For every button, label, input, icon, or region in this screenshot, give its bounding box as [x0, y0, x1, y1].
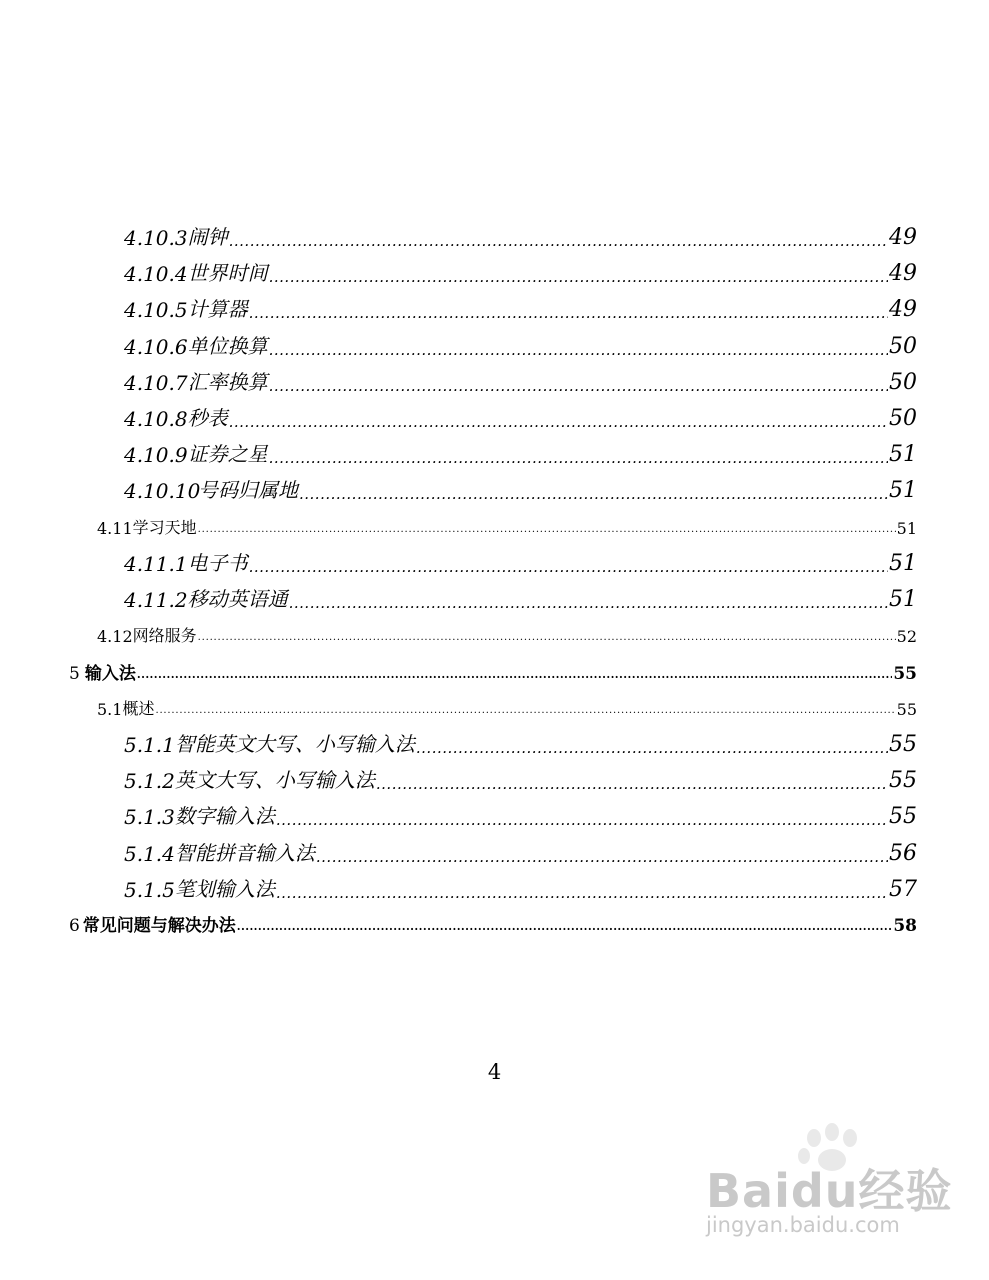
toc-number: 5.1.2 — [124, 769, 175, 793]
toc-title: 数字输入法 — [174, 804, 275, 828]
toc-title: 常见问题与解决办法 — [82, 916, 236, 936]
toc-title: 闹钟 — [187, 225, 228, 249]
dot-leader — [249, 304, 888, 322]
toc-page: 55 — [889, 768, 917, 793]
toc-entry — [124, 405, 917, 431]
toc-number: 4.11.2 — [124, 588, 188, 612]
toc-number: 5.1 — [97, 700, 123, 719]
toc-page: 49 — [889, 225, 917, 250]
toc-entry — [69, 912, 917, 936]
toc-title: 单位换算 — [187, 334, 268, 358]
toc-entry — [124, 333, 917, 359]
toc-entry — [124, 441, 917, 467]
dot-leader — [229, 413, 888, 431]
toc-number: 4.10.3 — [124, 226, 188, 250]
toc-number: 5.1.1 — [124, 733, 175, 757]
toc-entry — [124, 731, 917, 757]
page-number: 4 — [487, 1060, 502, 1084]
dot-leader — [198, 524, 896, 535]
toc-number: 5.1.5 — [124, 878, 175, 902]
toc-entry — [124, 876, 917, 902]
toc-entry — [124, 260, 917, 286]
toc-page: 50 — [889, 370, 917, 395]
toc-title: 秒表 — [187, 406, 228, 430]
toc-title: 输入法 — [84, 664, 136, 684]
toc-title: 证券之星 — [187, 442, 268, 466]
toc-entry — [69, 660, 917, 684]
toc-page: 51 — [889, 587, 917, 612]
dot-leader — [269, 268, 888, 286]
dot-leader — [376, 775, 888, 793]
toc-title: 学习天地 — [132, 518, 197, 537]
toc-page: 50 — [889, 334, 917, 359]
toc-entry — [124, 586, 917, 612]
toc-entry — [124, 296, 917, 322]
toc-page: 52 — [896, 627, 917, 646]
toc-page: 56 — [889, 841, 917, 866]
dot-leader — [237, 920, 893, 933]
toc-title: 概述 — [122, 699, 155, 718]
dot-leader — [289, 594, 888, 612]
toc-page: 57 — [889, 877, 917, 902]
toc-number: 4.10.7 — [124, 371, 188, 395]
dot-leader — [155, 705, 895, 716]
toc-entry — [124, 550, 917, 576]
toc-title: 智能英文大写、小写输入法 — [174, 732, 415, 756]
toc-page: 50 — [889, 406, 917, 431]
toc-page: 55 — [889, 732, 917, 757]
toc-page: 55 — [896, 700, 917, 719]
toc-entry — [97, 516, 917, 538]
dot-leader — [249, 558, 888, 576]
toc-title: 智能拼音输入法 — [174, 841, 315, 865]
toc-number: 4.11.1 — [124, 552, 188, 576]
dot-leader — [276, 811, 888, 829]
dot-leader — [276, 884, 888, 902]
toc-page: 55 — [889, 804, 917, 829]
toc-entry — [97, 697, 917, 719]
toc-title: 汇率换算 — [187, 370, 268, 394]
toc-page: 51 — [896, 519, 917, 538]
toc-entry — [97, 624, 917, 646]
toc-page: 49 — [889, 297, 917, 322]
dot-leader — [416, 739, 888, 757]
toc-number: 4.10.10 — [124, 479, 201, 503]
toc-entry — [124, 803, 917, 829]
dot-leader — [269, 341, 888, 359]
toc-entry — [124, 767, 917, 793]
toc-title: 移动英语通 — [187, 587, 288, 611]
toc-number: 5 — [69, 664, 80, 684]
toc-page: 51 — [889, 478, 917, 503]
dot-leader — [137, 668, 892, 681]
toc-number: 4.12 — [97, 627, 133, 646]
toc-title: 笔划输入法 — [174, 877, 275, 901]
toc-title: 英文大写、小写输入法 — [174, 768, 375, 792]
toc-number: 4.10.9 — [124, 443, 188, 467]
toc-number: 4.10.5 — [124, 298, 188, 322]
toc-number: 4.10.8 — [124, 407, 188, 431]
toc-number: 5.1.3 — [124, 805, 175, 829]
toc-entry — [124, 477, 917, 503]
toc-title: 计算器 — [187, 297, 248, 321]
dot-leader — [299, 485, 888, 503]
watermark-url: jingyan.baidu.com — [706, 1213, 900, 1237]
toc-title: 网络服务 — [132, 626, 197, 645]
toc-page: 49 — [889, 261, 917, 286]
toc-number: 4.10.4 — [124, 262, 188, 286]
toc-number: 6 — [69, 916, 80, 936]
dot-leader — [229, 232, 888, 250]
toc-number: 5.1.4 — [124, 842, 175, 866]
dot-leader — [316, 848, 888, 866]
toc-entry — [124, 840, 917, 866]
toc-number: 4.10.6 — [124, 335, 188, 359]
toc-title: 电子书 — [187, 551, 248, 575]
toc-entry — [124, 369, 917, 395]
toc-page: 58 — [893, 916, 917, 936]
toc-title: 号码归属地 — [198, 478, 298, 502]
dot-leader — [269, 377, 888, 395]
toc-entry — [124, 224, 917, 250]
toc-page: 51 — [889, 551, 917, 576]
toc-page: 51 — [889, 442, 917, 467]
watermark-logo: Baidu经验 — [706, 1164, 953, 1218]
toc-number: 4.11 — [97, 519, 133, 538]
dot-leader — [269, 449, 888, 467]
toc-title: 世界时间 — [187, 261, 268, 285]
dot-leader — [198, 632, 896, 643]
toc-page: 55 — [893, 664, 917, 684]
